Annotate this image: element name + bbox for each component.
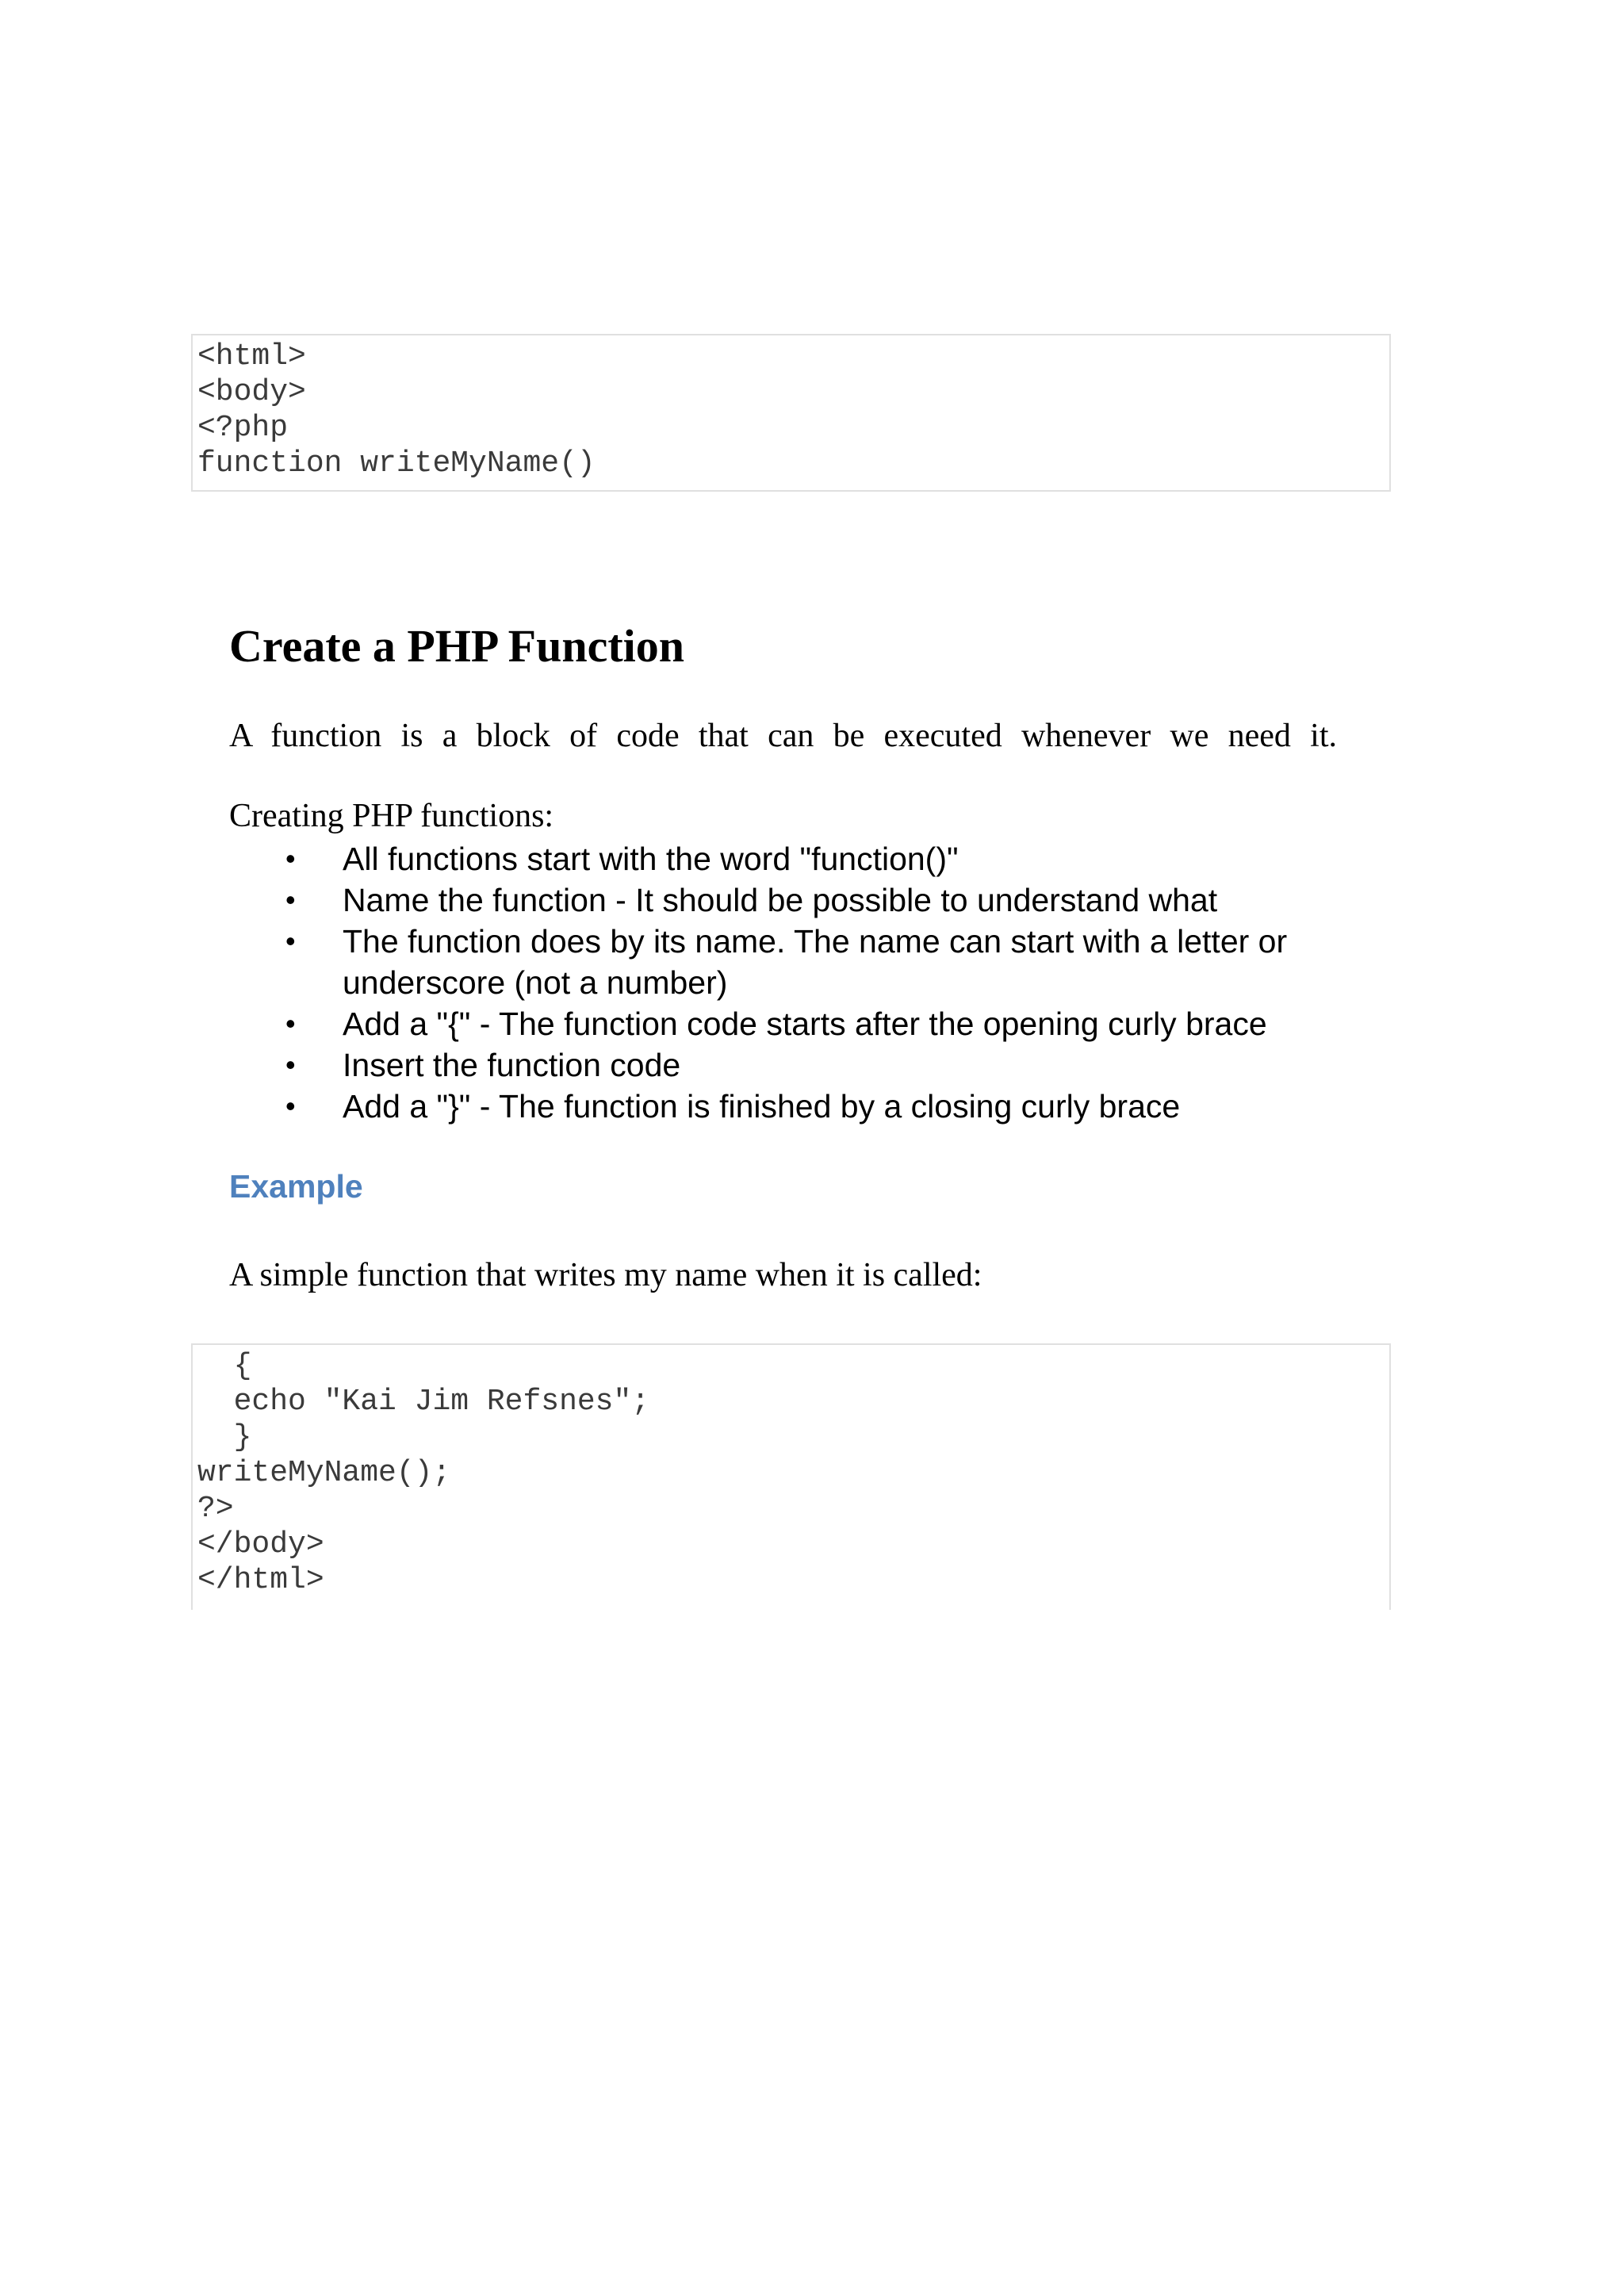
list-item xyxy=(285,1003,1356,1044)
list-item-text: Add a "{" - The function code starts after the opening curly brace xyxy=(343,1006,1267,1042)
steps-list xyxy=(285,838,1356,1127)
code-line: <html> xyxy=(197,339,306,374)
code-block-bottom xyxy=(191,1343,1391,1610)
bullet-icon: • xyxy=(285,842,296,875)
page-title: Create a PHP Function xyxy=(229,620,685,672)
bullet-icon: • xyxy=(285,925,296,957)
list-item-text: All functions start with the word "function()" xyxy=(343,841,959,877)
list-item xyxy=(285,921,1356,1003)
bullet-icon: • xyxy=(285,1090,296,1122)
code-line: echo "Kai Jim Refsnes"; xyxy=(197,1385,650,1419)
list-item xyxy=(285,879,1356,921)
list-item-text: Name the function - It should be possible to understand what xyxy=(343,882,1218,918)
code-line: } xyxy=(197,1420,252,1454)
intro-paragraph: A function is a block of code that can be executed whenever we need it. xyxy=(229,718,1337,754)
list-item xyxy=(285,1044,1356,1086)
code-line: <body> xyxy=(197,375,306,409)
example-heading: Example xyxy=(229,1168,363,1205)
code-line: <?php xyxy=(197,411,289,445)
bullet-icon: • xyxy=(285,1048,296,1081)
list-item-text: The function does by its name. The name can start with a letter or underscore (not a number) xyxy=(343,923,1288,1001)
bullet-icon: • xyxy=(285,1007,296,1040)
creating-functions-label: Creating PHP functions: xyxy=(229,798,554,834)
list-item xyxy=(285,1086,1356,1127)
code-line: </body> xyxy=(197,1527,324,1561)
code-line: function writeMyName() xyxy=(197,446,596,481)
code-line: ?> xyxy=(197,1492,234,1526)
code-line: { xyxy=(197,1349,252,1383)
code-block-top xyxy=(191,334,1391,492)
example-intro: A simple function that writes my name when it is called: xyxy=(229,1257,982,1293)
list-item-text: Add a "}" - The function is finished by a closing curly brace xyxy=(343,1088,1181,1125)
code-line: writeMyName(); xyxy=(197,1456,451,1490)
code-line: </html> xyxy=(197,1563,324,1597)
list-item xyxy=(285,838,1356,879)
bullet-icon: • xyxy=(285,883,296,916)
list-item-text: Insert the function code xyxy=(343,1047,681,1083)
